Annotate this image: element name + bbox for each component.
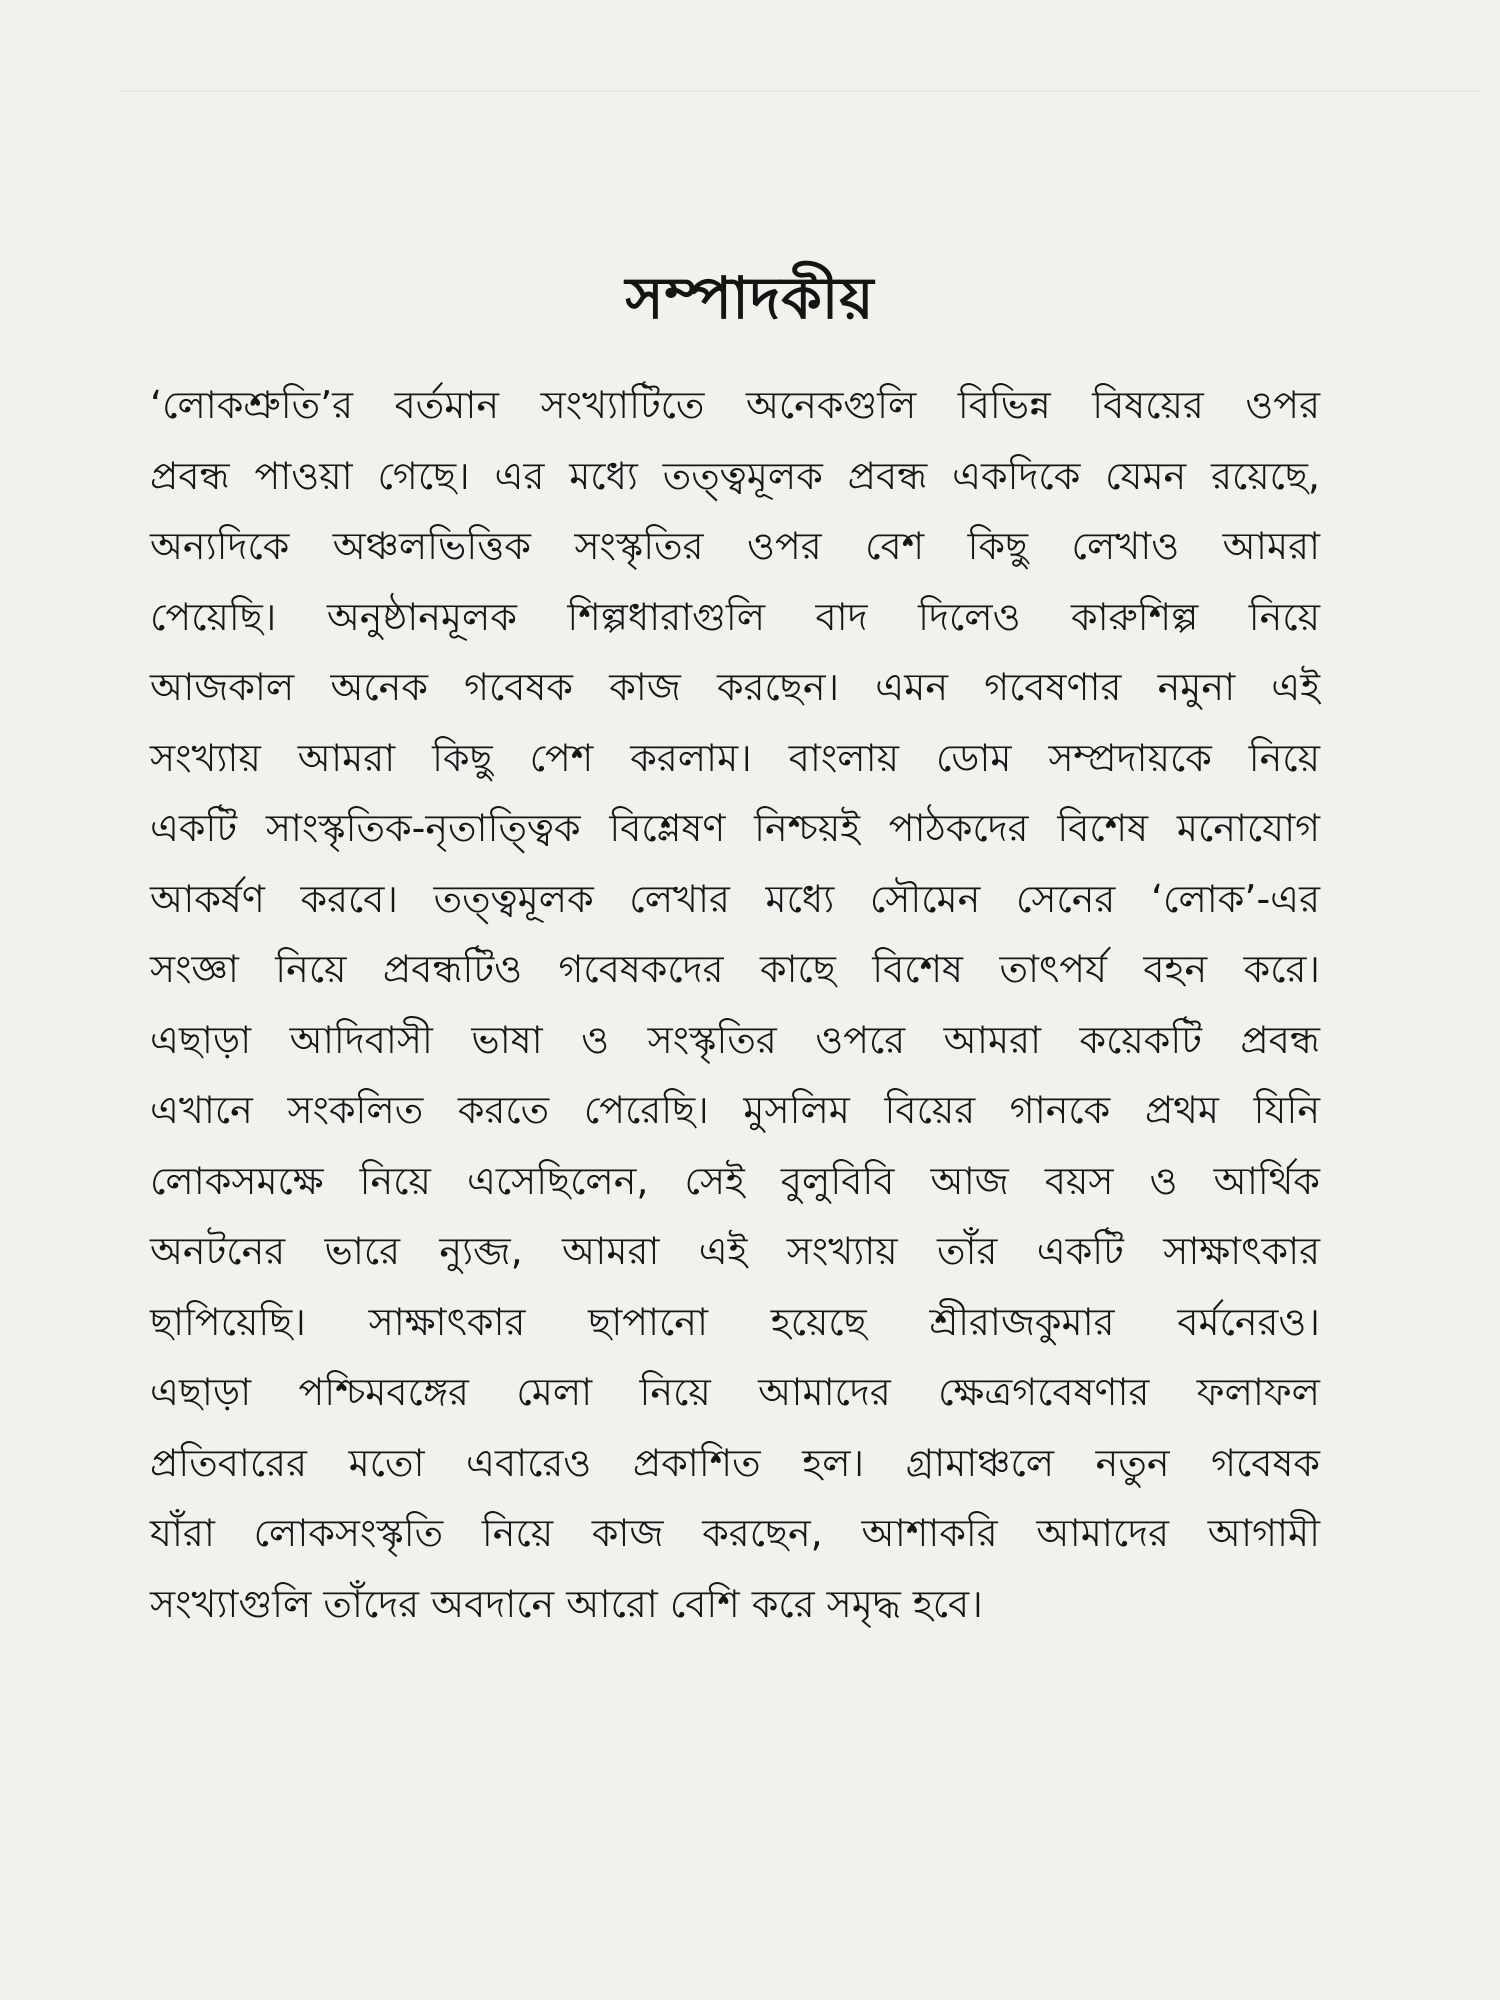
paragraph-line: ‘লোকশ্রুতি’র বর্তমান সংখ্যাটিতে অনেকগুলি বিভিন্ন বিষয়ের ওপর — [150, 383, 1320, 427]
paragraph-line: প্রতিবারের মতো এবারেও প্রকাশিত হল। গ্রামাঞ্চলে নতুন গবেষক — [150, 1440, 1320, 1485]
paragraph-line: আজকাল অনেক গবেষক কাজ করছেন। এমন গবেষণার নমুনা এই — [150, 665, 1320, 709]
paragraph-line: এছাড়া আদিবাসী ভাষা ও সংস্কৃতির ওপরে আমরা কয়েকটি প্রবন্ধ — [150, 1017, 1320, 1062]
paragraph-line: এখানে সংকলিত করতে পেরেছি। মুসলিম বিয়ের গানকে প্রথম যিনি — [150, 1088, 1320, 1132]
paragraph-line: সংখ্যাগুলি তাঁদের অবদানে আরো বেশি করে সমৃদ্ধ হবে। — [150, 1581, 983, 1626]
paragraph-line: সংজ্ঞা নিয়ে প্রবন্ধটিও গবেষকদের কাছে বিশেষ তাৎপর্য বহন করে। — [150, 947, 1320, 991]
show-through-texture — [120, 90, 1480, 92]
paragraph-line: প্রবন্ধ পাওয়া গেছে। এর মধ্যে তত্ত্বমূলক প্রবন্ধ একদিকে যেমন রয়েছে, — [150, 453, 1320, 498]
paragraph-line: এছাড়া পশ্চিমবঙ্গের মেলা নিয়ে আমাদের ক্ষেত্রগবেষণার ফলাফল — [150, 1370, 1320, 1414]
paragraph-line: অন্যদিকে অঞ্চলভিত্তিক সংস্কৃতির ওপর বেশ কিছু লেখাও আমরা — [150, 524, 1320, 568]
paragraph-line: আকর্ষণ করবে। তত্ত্বমূলক লেখার মধ্যে সৌমেন সেনের ‘লোক’-এর — [150, 876, 1320, 921]
paragraph-line: একটি সাংস্কৃতিক-নৃতাত্ত্বিক বিশ্লেষণ নিশ্চয়ই পাঠকদের বিশেষ মনোযোগ — [150, 806, 1320, 850]
paragraph-line: ছাপিয়েছি। সাক্ষাৎকার ছাপানো হয়েছে শ্রীরাজকুমার বর্মনেরও। — [150, 1299, 1320, 1344]
paragraph-line: যাঁরা লোকসংস্কৃতি নিয়ে কাজ করছেন, আশাকরি আমাদের আগামী — [150, 1511, 1320, 1555]
paragraph-line: সংখ্যায় আমরা কিছু পেশ করলাম। বাংলায় ডোম সম্প্রদায়কে নিয়ে — [150, 735, 1320, 780]
page-title: সম্পাদকীয় — [625, 263, 875, 332]
paragraph-line: পেয়েছি। অনুষ্ঠানমূলক শিল্পধারাগুলি বাদ দিলেও কারুশিল্প নিয়ে — [150, 594, 1320, 639]
paragraph-line: লোকসমক্ষে নিয়ে এসেছিলেন, সেই বুলুবিবি আজ বয়স ও আর্থিক — [150, 1158, 1320, 1203]
paragraph-line: অনটনের ভারে ন্যুব্জ, আমরা এই সংখ্যায় তাঁর একটি সাক্ষাৎকার — [150, 1229, 1320, 1273]
editorial-body — [150, 370, 1320, 1639]
